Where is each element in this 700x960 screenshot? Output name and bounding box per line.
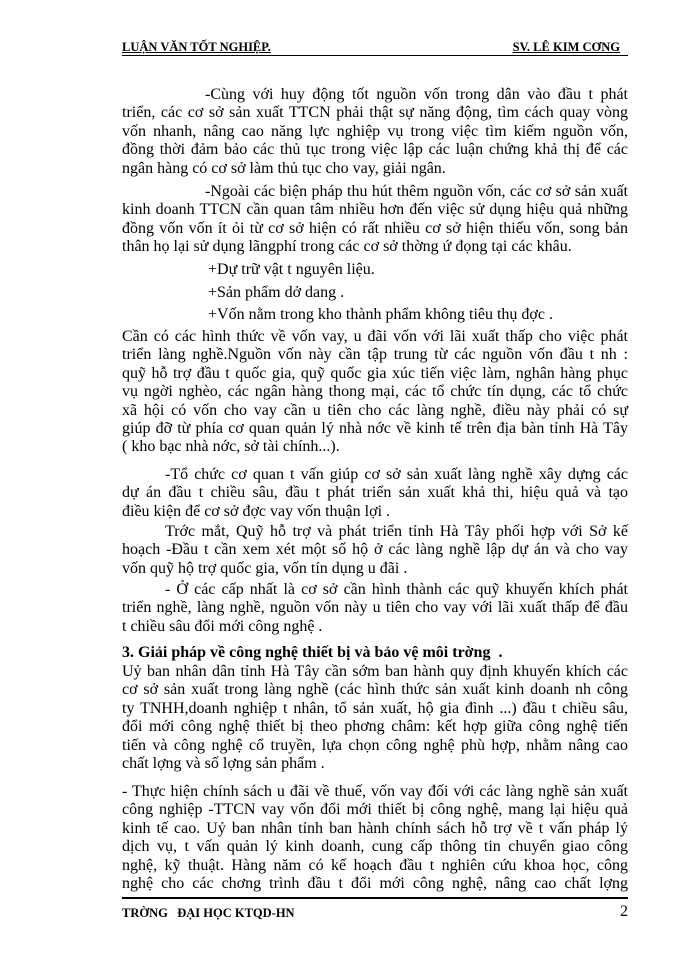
- text-line: vụ ngời nghèo, các ngân hàng thong mại, các tổ chức tín dụng, các tổ chức: [122, 383, 628, 401]
- paragraph: [122, 783, 628, 893]
- text-line: t chiều sâu đổi mới công nghệ .: [122, 617, 323, 635]
- text-line: đồng thời đảm bảo các thủ tục trong việc lập các luận chứng khả thị để các: [122, 141, 628, 159]
- text-line: +Sản phẩm dở dang .: [208, 284, 345, 301]
- paragraph: [122, 581, 628, 636]
- text-line: thân họ lại sử dụng lãngphí trong các cơ sở thờng ứ đọng tại các khâu.: [122, 238, 572, 256]
- footer-divider: [122, 897, 628, 899]
- text-line: Trớc mắt, Quỹ hỗ trợ và phát triển tỉnh Hà Tây phối hợp với Sở kế: [165, 523, 628, 540]
- text-line: kinh doanh TTCN cần quan tâm nhiều hơn đến việc sử dụng hiệu quả những: [122, 201, 628, 219]
- paragraph: [122, 466, 628, 521]
- text-line: - Ở các cấp nhất là cơ sở cần hình thành các quỹ khuyến khích phát: [165, 581, 628, 598]
- text-line: +Dự trữ vật t nguyên liệu.: [208, 261, 375, 278]
- text-line: vốn nhanh, nâng cao năng lực nghiệp vụ trong việc tìm kiếm nguồn vốn,: [122, 122, 628, 140]
- text-line: nghệ cho các chơng trình đầu t đổi mới công nghệ, nâng cao chất lợng: [122, 874, 628, 892]
- paragraph: [122, 663, 628, 773]
- text-line: nghệ, kỹ thuật. Hàng năm có kế hoạch đầu t nghiên cứu khoa học, công: [122, 856, 628, 874]
- footer-institution: TRỜNG ĐẠI HỌC KTQD-HN: [122, 906, 295, 920]
- text-line: chất lợng và số lợng sản phẩm .: [122, 754, 325, 772]
- paragraph: [122, 328, 628, 457]
- page-number: 2: [620, 903, 628, 920]
- text-line: ty TNHH,doanh nghiệp t nhân, tổ sản xuất, hộ gia đình ...) đầu t chiều sâu,: [122, 699, 628, 717]
- text-line: giúp đỡ từ phía cơ quan quản lý nhà nớc về kinh tế trên địa bàn tỉnh Hà Tây: [122, 419, 628, 437]
- text-line: đồng vốn vốn ít ỏi từ cơ sở hiện có rất nhiều cơ sở hiện thiếu vốn, song bản: [122, 219, 628, 237]
- header-thesis-title: LUẬN VĂN TỐT NGHIỆP.: [122, 40, 271, 54]
- text-line: triển nghề, làng nghề, nguồn vốn này u tiên cho vay với lãi xuất thấp để đầu: [122, 599, 628, 617]
- text-line: Cần có các hình thức về vốn vay, u đãi vốn với lãi xuất thấp cho việc phát: [122, 328, 628, 345]
- section-heading: 3. Giải pháp về công nghệ thiết bị và bảo vệ môi trờng .: [122, 644, 503, 661]
- list-item: [122, 284, 628, 302]
- text-line: quỹ hỗ trợ đầu t quốc gia, quỹ quốc gia xúc tiến việc làm, nghân hàng phục: [122, 364, 628, 382]
- text-line: công nghiệp -TTCN vay vốn đổi mới thiết bị công nghệ, mang lại hiệu quả: [122, 801, 628, 819]
- text-line: -Ngoài các biện pháp thu hút thêm nguồn vốn, các cơ sở sản xuất: [205, 183, 628, 200]
- text-line: điều kiện để cơ sở đợc vay vốn thuận lợi .: [122, 502, 391, 520]
- text-line: ngân hàng có cơ sở làm thủ tục cho vay, giải ngân.: [122, 159, 446, 177]
- text-line: -Cùng với huy động tốt nguồn vốn trong dân vào đầu t phát: [205, 86, 628, 103]
- paragraph: [122, 183, 628, 257]
- text-line: -Tổ chức cơ quan t vấn giúp cơ sở sản xuất làng nghề xây dựng các: [165, 466, 628, 483]
- header-author: SV. LÊ KIM CƠNG: [512, 40, 620, 54]
- text-line: ( kho bạc nhà nớc, sở tài chính...).: [122, 438, 340, 456]
- text-line: đổi mới công nghệ thiết bị theo phơng châm: kết hợp giữa công nghệ tiến: [122, 718, 628, 736]
- text-line: triển, các cơ sở sản xuất TTCN phải thật sự năng động, tìm cách quay vòng: [122, 104, 628, 122]
- text-line: tiến và công nghệ cổ truyền, lựa chọn công nghệ phù hợp, nhằm nâng cao: [122, 736, 628, 754]
- text-line: xã hội có vốn cho vay cần u tiên cho các làng nghề, điều này phải có sự: [122, 401, 628, 419]
- text-line: +Vốn nằm trong kho thành phẩm không tiêu thụ đợc .: [208, 306, 553, 323]
- text-line: dự án đầu t chiều sâu, đầu t phát triển sản xuất khả thi, hiệu quả và tạo: [122, 484, 628, 502]
- text-line: hoạch -Đầu t cần xem xét một số hộ ở các làng nghề lập dự án và cho vay: [122, 541, 628, 559]
- text-line: vốn quỹ hộ trợ quốc gia, vốn tín dụng u đãi .: [122, 559, 408, 577]
- text-line: kinh tế cao. Uỷ ban nhân tỉnh ban hành chính sách hỗ trợ về t vấn pháp lý: [122, 819, 628, 837]
- text-line: - Thực hiện chính sách u đãi về thuế, vốn vay đối với các làng nghề sản xuất: [122, 783, 628, 800]
- list-item: [122, 306, 628, 324]
- paragraph: [122, 523, 628, 578]
- paragraph: [122, 86, 628, 178]
- page-header: [122, 38, 628, 56]
- list-item: [122, 261, 628, 279]
- text-line: Uỷ ban nhân dân tỉnh Hà Tây cần sớm ban hành quy định khuyến khích các: [122, 663, 628, 680]
- text-line: cơ sở sản xuất trong làng nghề (các hình thức sản xuất kinh doanh nh công: [122, 681, 628, 699]
- text-line: triển làng nghề.Nguồn vốn này cần tập trung từ các nguồn vốn đầu t nh :: [122, 346, 628, 364]
- text-line: dịch vụ, t vấn quản lý kinh doanh, cung cấp thông tin chuyển giao công: [122, 838, 628, 856]
